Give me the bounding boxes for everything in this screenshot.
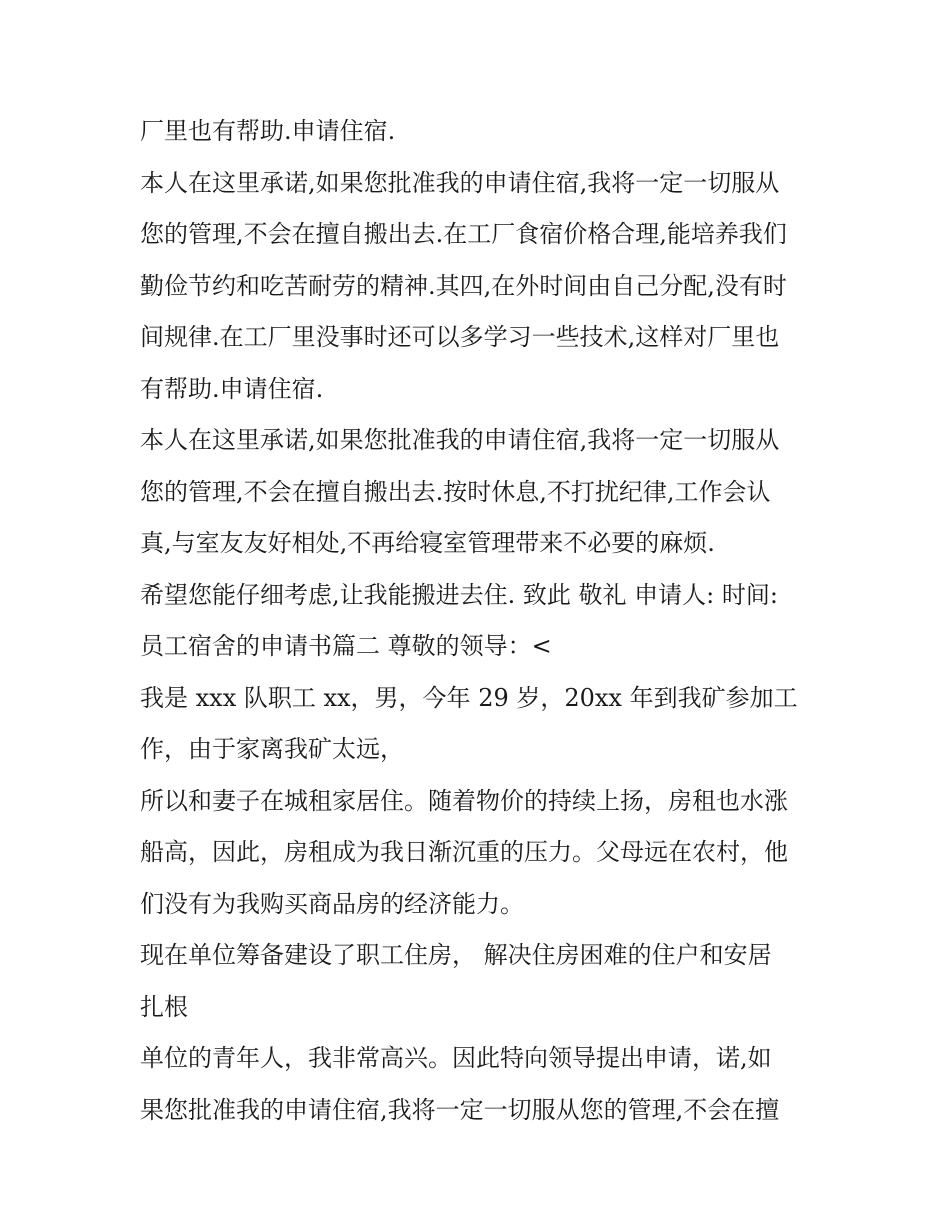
text-line-12: 我是 xxx 队职工 xx，男，今年 29 岁，20xx 年到我矿参加工 (140, 683, 798, 712)
text-line-4: 勤俭节约和吃苦耐劳的精神.其四,在外时间由自己分配,没有时 (140, 271, 787, 300)
text-line-18: 扎根 (140, 992, 188, 1021)
text-line-17: 现在单位筹备建设了职工住房， 解决住房困难的住户和安居 (140, 941, 772, 969)
text-line-1: 厂里也有帮助.申请住宿. (140, 117, 396, 145)
text-line-10: 希望您能仔细考虑,让我能搬进去住. 致此 敬礼 申请人: 时间: (140, 580, 778, 609)
text-line-11: 员工宿舍的申请书篇二 尊敬的领导：< (140, 632, 552, 660)
text-line-9: 真,与室友友好相处,不再给寝室管理带来不必要的麻烦. (140, 529, 715, 557)
text-line-8: 您的管理,不会在擅自搬出去.按时休息,不打扰纪律,工作会认 (140, 477, 771, 506)
text-line-14: 所以和妻子在城租家居住。随着物价的持续上扬，房租也水涨 (140, 786, 788, 815)
text-line-3: 您的管理,不会在擅自搬出去.在工厂食宿价格合理,能培养我们 (140, 220, 787, 248)
text-line-6: 有帮助.申请住宿. (140, 374, 324, 403)
text-line-13: 作，由于家离我矿太远， (140, 735, 404, 763)
text-line-7: 本人在这里承诺,如果您批准我的申请住宿,我将一定一切服从 (140, 426, 780, 454)
body-text (140, 106, 830, 1136)
text-line-20: 果您批准我的申请住宿,我将一定一切服从您的管理,不会在擅 (140, 1095, 780, 1124)
text-line-15: 船高，因此，房租成为我日渐沉重的压力。父母远在农村，他 (140, 838, 788, 866)
text-line-16: 们没有为我购买商品房的经济能力。 (140, 889, 524, 918)
text-line-5: 间规律.在工厂里没事时还可以多学习一些技术,这样对厂里也 (140, 323, 780, 351)
text-line-2: 本人在这里承诺,如果您批准我的申请住宿,我将一定一切服从 (140, 168, 780, 197)
text-line-19: 单位的青年人，我非常高兴。因此特向领导提出申请，诺,如 (140, 1044, 772, 1072)
